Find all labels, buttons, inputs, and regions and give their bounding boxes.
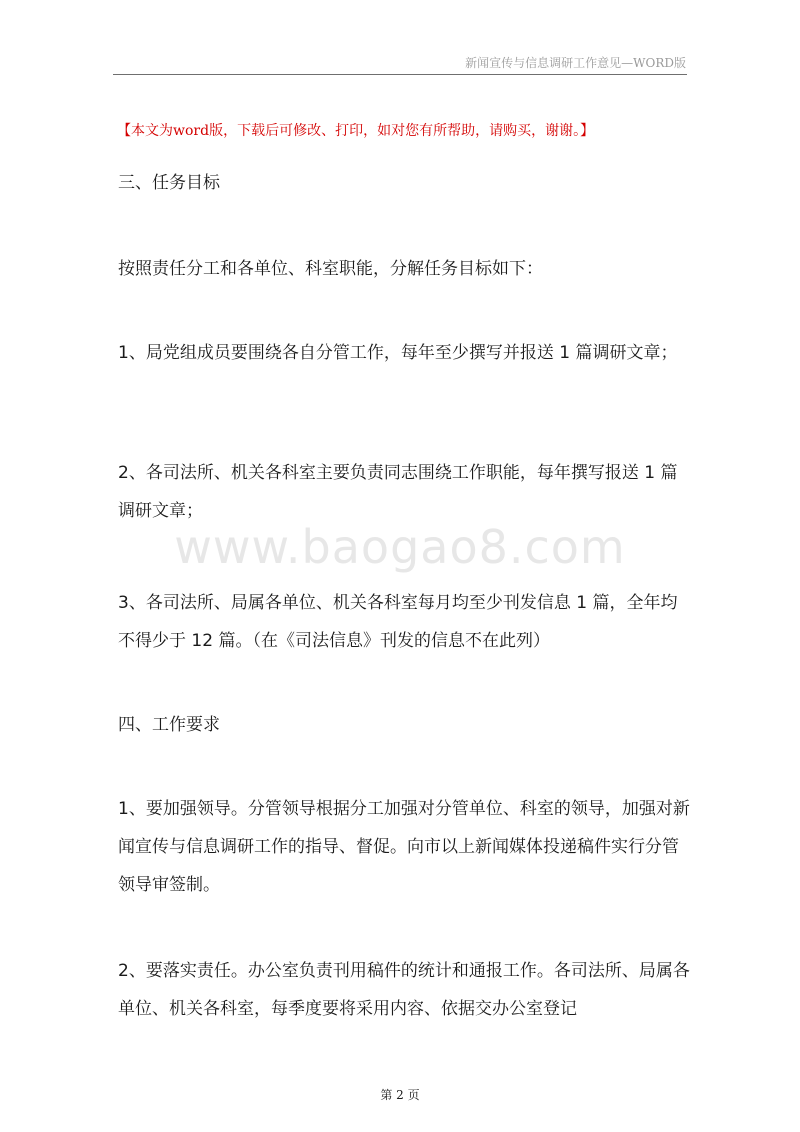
- requirement-item-1: 1、要加强领导。分管领导根据分工加强对分管单位、科室的领导，加强对新闻宣传与信息调研工作的指导、督促。向市以上新闻媒体投递稿件实行分管领导审签制。: [118, 799, 690, 895]
- document-header-title: 新闻宣传与信息调研工作意见—WORD版: [465, 56, 686, 70]
- requirement-item-2: 2、要落实责任。办公室负责刊用稿件的统计和通报工作。各司法所、局属各单位、机关各科室，每季度要将采用内容、依据交办公室登记: [118, 961, 690, 1019]
- purchase-notice: 【本文为word版，下载后可修改、打印，如对您有所帮助，请购买，谢谢。】: [117, 123, 595, 139]
- section-3-intro: 按照责任分工和各单位、科室职能，分解任务目标如下：: [118, 259, 543, 279]
- section-heading-3: 三、任务目标: [118, 173, 220, 193]
- watermark-text: www.baogao8.com: [174, 520, 626, 574]
- task-item-2: 2、各司法所、机关各科室主要负责同志围绕工作职能，每年撰写报送 1 篇调研文章；: [118, 463, 678, 521]
- section-heading-4: 四、工作要求: [118, 715, 220, 735]
- task-item-3: 3、各司法所、局属各单位、机关各科室每月均至少刊发信息 1 篇，全年均不得少于 12 篇。（在《司法信息》刊发的信息不在此列）: [118, 593, 678, 651]
- header-divider: [113, 74, 687, 75]
- task-item-1: 1、局党组成员要围绕各自分管工作，每年至少撰写并报送 1 篇调研文章；: [118, 343, 678, 363]
- page-number: 第 2 页: [380, 1088, 420, 1102]
